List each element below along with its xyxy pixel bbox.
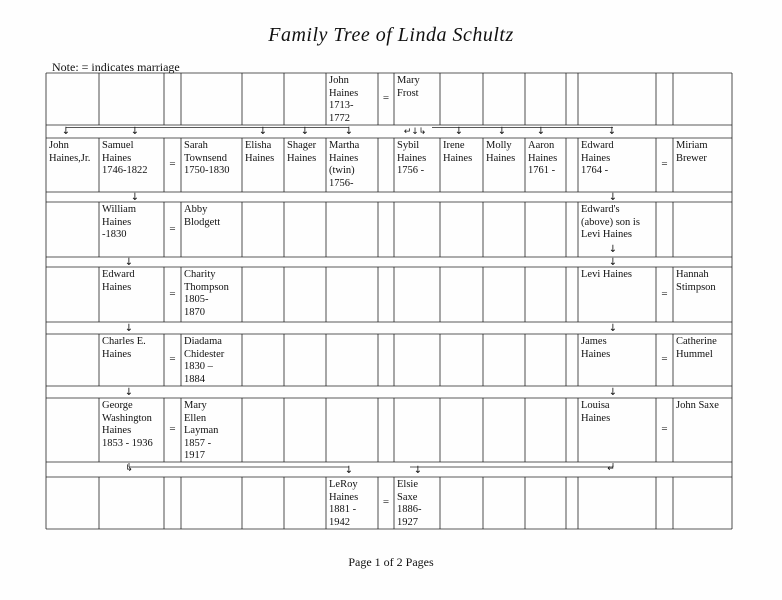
marriage-symbol: = (382, 496, 390, 508)
arrow-down-icon: ↓ (608, 257, 618, 268)
person-cell: Elisha Haines (245, 140, 275, 164)
person-cell: Martha Haines (twin) 1756- (329, 140, 360, 189)
person-cell: Abby Blodgett (184, 204, 221, 228)
arrow-down-icon: ↓ (344, 126, 354, 137)
person-cell: Charity Thompson 1805- 1870 (184, 269, 229, 318)
person-cell: James Haines (581, 336, 611, 360)
marriage-symbol: = (661, 158, 668, 170)
arrow-down-icon: ↓ (608, 387, 618, 398)
arrow-down-icon: ↓ (344, 465, 354, 476)
marriage-symbol: = (382, 92, 390, 104)
person-cell: Irene Haines (443, 140, 473, 164)
arrow-down-icon: ↓ (497, 126, 507, 137)
person-cell: Miriam Brewer (676, 140, 708, 164)
arrow-down-icon: ↓ (608, 192, 618, 203)
arrow-down-icon: ↓ (124, 323, 134, 334)
person-cell: Edward's (above) son is Levi Haines (581, 204, 640, 240)
person-cell: Shager Haines (287, 140, 317, 164)
marriage-symbol: = (661, 353, 668, 365)
person-cell: Mary Frost (397, 75, 420, 99)
person-cell: Molly Haines (486, 140, 516, 164)
corner-arrow-icon: ↳ (125, 464, 133, 474)
arrow-down-icon: ↓ (607, 126, 617, 137)
page-title: Family Tree of Linda Schultz (268, 24, 514, 46)
marriage-symbol: = (169, 288, 176, 300)
person-cell: George Washington Haines 1853 - 1936 (102, 400, 153, 449)
person-cell: LeRoy Haines 1881 - 1942 (329, 479, 359, 528)
arrow-down-icon: ↓ (124, 257, 134, 268)
person-cell: John Saxe (676, 400, 719, 411)
person-cell: Edward Haines 1764 - (581, 140, 614, 176)
arrow-down-icon: ↓ (61, 126, 71, 137)
person-cell: Hannah Stimpson (676, 269, 716, 293)
person-cell: Mary Ellen Layman 1857 - 1917 (184, 400, 219, 461)
person-cell: John Haines 1713- 1772 (329, 75, 359, 124)
arrow-down-icon: ↓ (536, 126, 546, 137)
marriage-note: Note: = indicates marriage (52, 60, 180, 74)
person-cell: Sybil Haines 1756 - (397, 140, 427, 176)
marriage-symbol: = (169, 353, 176, 365)
person-cell: Levi Haines (581, 269, 633, 280)
person-cell: Charles E. Haines (102, 336, 146, 360)
person-cell: Aaron Haines 1761 - (528, 140, 558, 176)
arrow-down-icon: ↓ (300, 126, 310, 137)
arrow-down-icon: ↓ (608, 244, 618, 255)
person-cell: Louisa Haines (581, 400, 611, 424)
person-cell: John Haines,Jr. (49, 140, 91, 164)
arrow-down-icon: ↓ (413, 465, 423, 476)
marriage-symbol: = (169, 423, 176, 435)
marriage-symbol: = (661, 288, 668, 300)
arrow-down-icon: ↓ (258, 126, 268, 137)
marriage-symbol: = (169, 158, 176, 170)
arrow-down-icon: ↓ (130, 126, 140, 137)
marriage-symbol: = (661, 423, 668, 435)
corner-arrow-icon: ↵ (607, 464, 615, 474)
arrow-down-icon: ↓ (454, 126, 464, 137)
person-cell: Edward Haines (102, 269, 135, 293)
page-footer: Page 1 of 2 Pages (348, 555, 434, 569)
person-cell: Diadama Chidester 1830 – 1884 (184, 336, 225, 385)
arrow-down-icon: ↓ (608, 323, 618, 334)
person-cell: Elsie Saxe 1886- 1927 (397, 479, 422, 528)
arrow-down-icon: ↓ (130, 192, 140, 203)
person-cell: Samuel Haines 1746-1822 (102, 140, 148, 176)
connector-arrows-icon: ↵↓↳ (403, 127, 427, 137)
person-cell: Catherine Hummel (676, 336, 717, 360)
arrow-down-icon: ↓ (124, 387, 134, 398)
person-cell: Sarah Townsend 1750-1830 (184, 140, 230, 176)
person-cell: William Haines -1830 (102, 204, 136, 240)
marriage-symbol: = (169, 223, 176, 235)
